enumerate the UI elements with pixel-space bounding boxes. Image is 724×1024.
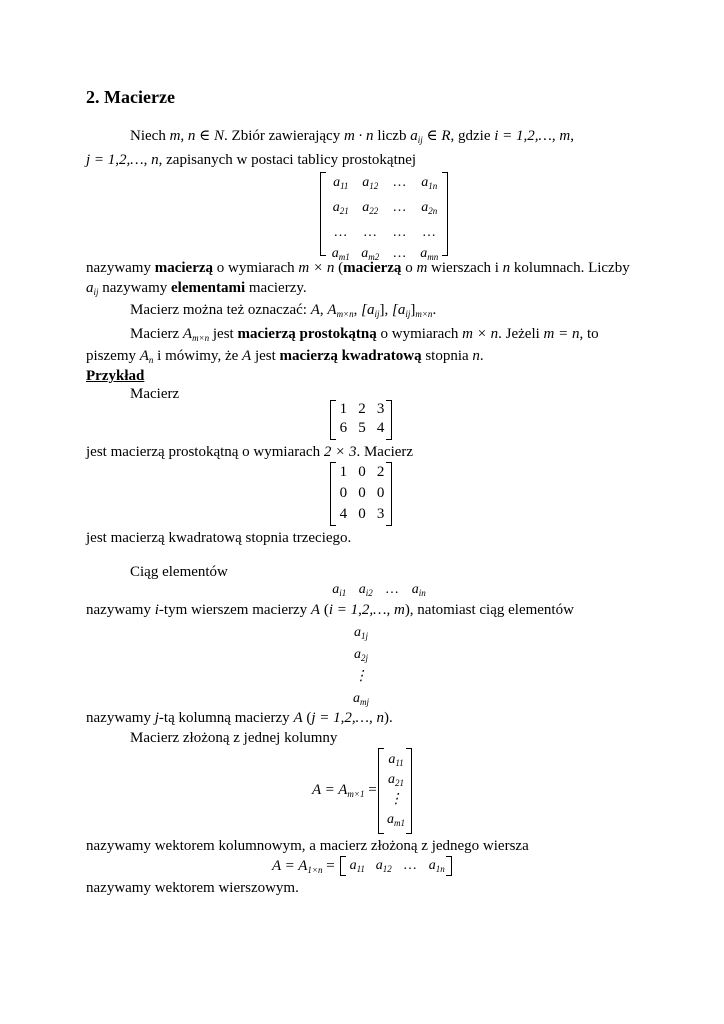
matrix-element: $a_{12}$ <box>362 175 379 191</box>
vector-element: $a_{m1}$ <box>387 812 405 828</box>
vector-element: $a_{12}$ <box>375 858 392 874</box>
row-definition: nazywamy i-tym wierszem macierzy A (i = 1,2,…, m), natomiast ciąg elementów <box>86 602 574 618</box>
column-vector-intro: Macierz złożoną z jednej kolumny <box>130 730 338 746</box>
matrix-element: $a_{11}$ <box>333 175 349 191</box>
bracket-right <box>442 172 448 256</box>
definition-line-4: $a_{ij}$ nazywamy elementami macierzy. <box>86 280 307 297</box>
matrix-element: … <box>393 200 406 215</box>
matrix-element: 1 <box>339 464 348 480</box>
matrix-element: 2 <box>376 464 385 480</box>
row-element: $a_{i2}$ <box>358 582 373 598</box>
vector-element: $a_{1n}$ <box>428 858 445 874</box>
example-intro: Macierz <box>130 386 180 402</box>
notation-line: Macierz można też oznaczać: A, $A_{m\times n}$, $[a_{ij}]$, $[a_{ij}]_{m\times n}$. <box>130 302 437 319</box>
matrix-element: … <box>334 225 347 240</box>
example-text-1: jest macierzą prostokątną o wymiarach 2 × 3. Macierz <box>86 444 414 460</box>
column-element: $a_{2j}$ <box>353 647 368 663</box>
bracket-right <box>386 400 392 440</box>
column-element: $a_{1j}$ <box>353 625 368 641</box>
matrix-element: $a_{mn}$ <box>420 246 439 262</box>
matrix-element: 3 <box>376 506 385 522</box>
vector-element: … <box>404 858 417 873</box>
bracket-right <box>386 462 392 526</box>
matrix-element: … <box>364 225 377 240</box>
vector-element: $a_{11}$ <box>349 858 365 874</box>
definition-line-2: j = 1,2,…, n, zapisanych w postaci tablicy prostokątnej <box>86 152 417 168</box>
definition-line-3: nazywamy macierzą o wymiarach m × n (macierzą o m wierszach i n kolumnach. Liczby <box>86 260 630 276</box>
matrix-element: 0 <box>358 485 366 501</box>
matrix-element: $a_{21}$ <box>332 200 349 216</box>
matrix-element: 0 <box>358 506 366 522</box>
matrix-element: 5 <box>358 420 366 436</box>
matrix-element: 3 <box>376 401 385 417</box>
matrix-element: 6 <box>339 420 348 436</box>
column-element: ⋮ <box>354 669 368 684</box>
matrix-element: $a_{2n}$ <box>421 200 438 216</box>
row-vector-lhs: $A = A_{1\times n}$ = <box>272 858 335 875</box>
rectangular-def-line-1: Macierz $A_{m\times n}$ jest macierzą prostokątną o wymiarach m × n. Jeżeli m = n, to <box>130 326 599 343</box>
matrix-element: 4 <box>339 506 348 522</box>
matrix-element: 2 <box>358 401 366 417</box>
column-element: $a_{mj}$ <box>353 691 369 707</box>
definition-line-1: Niech m, n ∈ N. Zbiór zawierający m · n liczb $a_{ij}$ ∈ R, gdzie i = 1,2,…, m, <box>130 128 574 145</box>
example-title: Przykład <box>86 368 145 384</box>
matrix-element: $a_{m2}$ <box>361 246 380 262</box>
matrix-element: 1 <box>339 401 348 417</box>
matrix-element: $a_{m1}$ <box>331 246 350 262</box>
matrix-element: … <box>393 246 406 261</box>
row-element: … <box>386 582 399 597</box>
column-vector-lhs: $A = A_{m\times 1}$ = <box>312 782 377 799</box>
rectangular-def-line-2: piszemy $A_n$ i mówimy, że A jest macierzą kwadratową stopnia n. <box>86 348 484 365</box>
matrix-element: $a_{1n}$ <box>421 175 438 191</box>
bracket-right <box>446 856 452 876</box>
row-vector-text: nazywamy wektorem wierszowym. <box>86 880 299 896</box>
matrix-element: … <box>393 175 406 190</box>
vector-element: $a_{11}$ <box>388 752 404 768</box>
vector-element: ⋮ <box>389 792 403 807</box>
matrix-element: … <box>423 225 436 240</box>
matrix-element: $a_{22}$ <box>362 200 379 216</box>
matrix-element: … <box>393 225 406 240</box>
matrix-element: 0 <box>358 464 366 480</box>
matrix-element: 0 <box>339 485 348 501</box>
column-sequence <box>344 622 378 710</box>
section-heading: 2. Macierze <box>86 87 175 107</box>
vector-element: $a_{21}$ <box>388 772 404 788</box>
row-element: $a_{i1}$ <box>332 582 347 598</box>
matrix-element: 0 <box>376 485 385 501</box>
matrix-element: 4 <box>376 420 385 436</box>
column-vector-text: nazywamy wektorem kolumnowym, a macierz złożoną z jednego wiersza <box>86 838 529 854</box>
example-text-2: jest macierzą kwadratową stopnia trzeciego. <box>86 530 352 546</box>
row-element: $a_{in}$ <box>411 582 426 598</box>
column-definition: nazywamy j-tą kolumną macierzy A (j = 1,2,…, n). <box>86 710 393 726</box>
rows-intro: Ciąg elementów <box>130 564 228 580</box>
bracket-right <box>406 748 412 834</box>
